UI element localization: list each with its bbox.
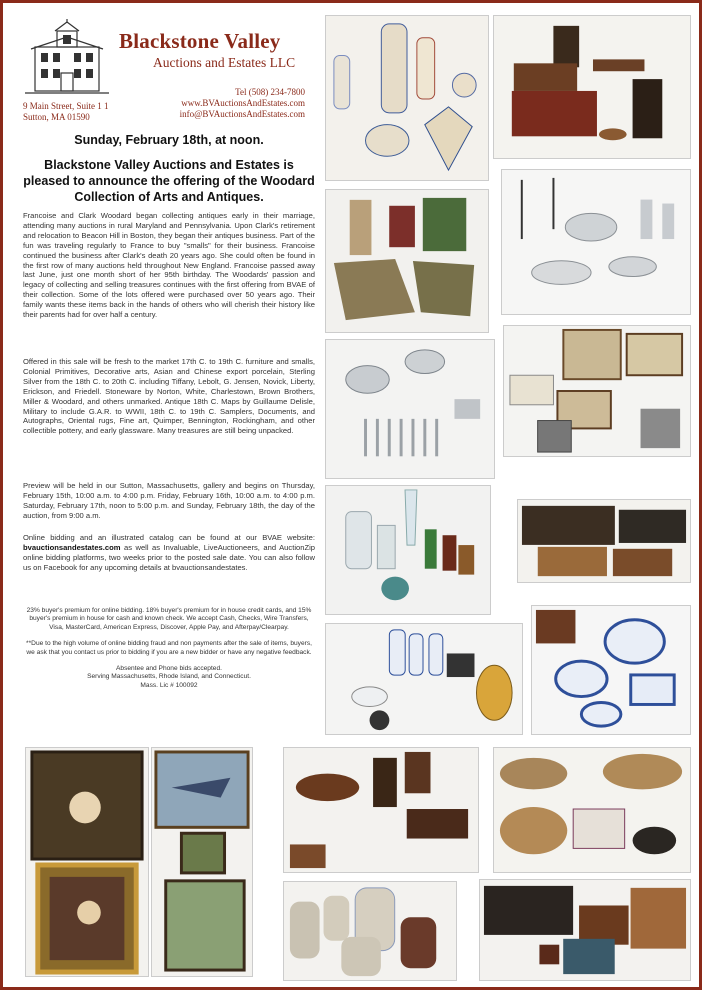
paragraph-online-bidding: [23, 533, 315, 573]
terms-block: [25, 607, 313, 690]
online-text-a: Online bidding and an illustrated catalog can be found at our BVAE website:: [23, 533, 315, 542]
photo-blue-willow: [531, 605, 691, 735]
photo-sterling-flatware: [325, 339, 495, 479]
website-inline-link[interactable]: bvauctionsandestates.com: [23, 542, 121, 552]
license-note: Mass. Lic # 100092: [140, 681, 198, 689]
photo-quimper-pottery: [325, 15, 489, 181]
photo-framed-art: [151, 747, 253, 977]
company-name: Blackstone Valley: [119, 29, 281, 53]
paragraph-preview: Preview will be held in our Sutton, Massachusetts, gallery and begins on Thursday, February 15th, 10:00 a.m. to 4:00 p.m. Friday, February 16th, 10:00 a.m. to 4:00 p.m. Saturday, February 17th, noon to 5:00 p.m. and Sunday, February 18th, the day of the auction, from 9:00 a.m.: [23, 481, 315, 520]
headline: Blackstone Valley Auctions and Estates is pleased to announce the offering of the Woodard Collection of Arts and Antiques.: [23, 158, 315, 204]
auction-date: Sunday, February 18th, at noon.: [74, 133, 264, 147]
serving-note: Serving Massachusetts, Rhode Island, and Connecticut.: [87, 673, 251, 681]
photo-oil-paintings: [25, 747, 149, 977]
photo-boxes: [517, 499, 691, 583]
photo-document-boxes: [479, 879, 691, 981]
photo-asian-porcelain: [325, 623, 523, 735]
photo-glassware: [325, 485, 491, 615]
address-line-1: 9 Main Street, Suite 1 1: [23, 101, 109, 111]
photo-silver: [501, 169, 691, 315]
address-line-2: Sutton, MA 01590: [23, 112, 90, 122]
phone: Tel (508) 234-7800: [235, 87, 305, 97]
address-block: [23, 101, 109, 123]
photo-military: [325, 189, 489, 333]
photo-furniture: [493, 15, 691, 159]
photo-samplers: [503, 325, 691, 457]
email-link[interactable]: info@BVAuctionsAndEstates.com: [179, 109, 305, 119]
buyers-premium: 23% buyer's premium for online bidding. 18% buyer's premium for in house credit cards, and 15% buyer's premium in house for cash and known check. We accept Cash, Checks, Wire Transfers, Visa, MasterCard, American Express, Discover, Apple Pay, and Afterpay/Clearpay.: [26, 607, 312, 631]
website-link[interactable]: www.BVAuctionsAndEstates.com: [181, 98, 305, 108]
company-subtitle: Auctions and Estates LLC: [153, 55, 296, 70]
photo-stoneware: [283, 881, 457, 981]
fraud-note: **Due to the high volume of online bidding fraud and non payments after the sale of items, buyers, we ask that you contact us prior to bidding if you are a new bidder or have any negative feedback.: [26, 640, 312, 656]
absentee-note: Absentee and Phone bids accepted.: [116, 665, 222, 673]
photo-baskets: [493, 747, 691, 873]
contact-block: [161, 87, 305, 120]
paragraph-history: Francoise and Clark Woodard began collecting antiques early in their marriage, attending many auctions in rural Maryland and Pennsylvania. Upon Clark's retirement and relocation to Beacon Hill in Boston, they began their antiques business. Part of the fun was traveling regularly to France to buy "smalls" for their business. Francoise continued the business after Clark's death 20 years ago. She could often be found in the first row of many auctions held throughout New England. Francoise passed away last June, just one month short of her 95th birthday. The Woodards' passion and legacy of collecting and selling treasures continues with the first offering from BVAE of their collection. Some of the lots offered were purchased over 50 years ago. Their family wants these items back in the hands of others who will cherish their history like their parents had for over half a century.: [23, 211, 315, 320]
online-text-b: as well as Invaluable, LiveAuctioneers, and AuctionZip online bidding platforms, two weeks prior to the posted sale date. You can also follow us on Facebook for any upcoming details at bvauctionsandestates.: [23, 542, 315, 572]
photo-treenware: [283, 747, 479, 873]
paragraph-offerings: Offered in this sale will be fresh to the market 17th C. to 19th C. furniture and smalls, Colonial Primitives, Decorative arts, Asian and Chinese export porcelain, Sterling Silver from the 18th C. to 20th C. including Tiffany, Lebolt, G. Jensen, Novick, Liberty, Erickson, and Friedell. Stoneware by Norton, White, Charlestown, Brown Brothers, Miller & Woodard, and others unmarked. Antique 18th C. Maps by Guillaume Delisle, Military to include G.A.R. to WWII, 18th C. to 19th C. Samplers, Documents, and Autographs, Oriental rugs, Fine art, Quimper, Bennington, Rockingham, and other collectible pottery, and early glassware. Many treasures are still being unpacked.: [23, 357, 315, 436]
building-logo: [21, 19, 113, 99]
